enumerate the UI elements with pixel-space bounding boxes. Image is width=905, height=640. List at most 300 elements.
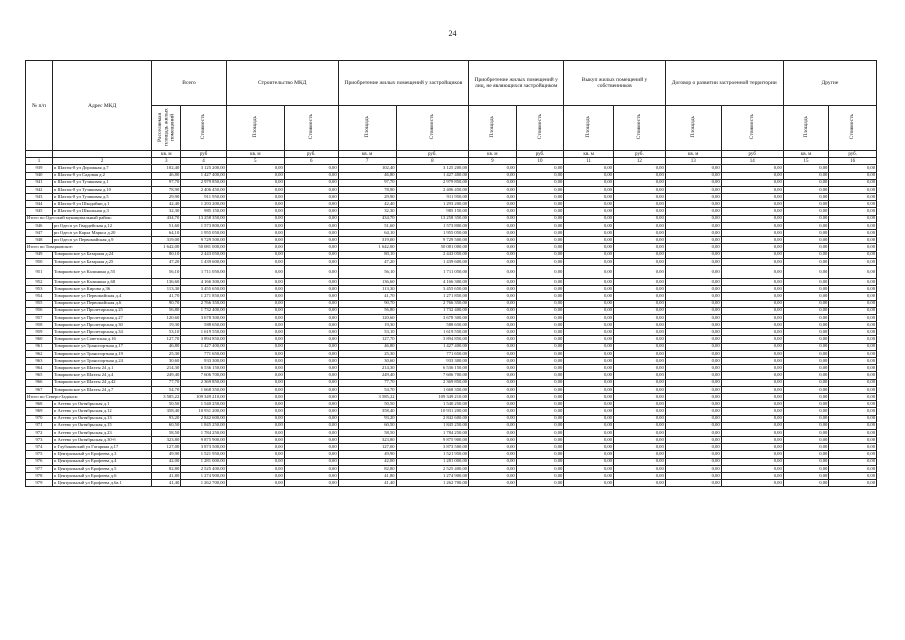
zero-cell: 0,00 <box>721 343 783 350</box>
zero-cell: 0,00 <box>613 251 665 258</box>
zero-cell: 0,00 <box>469 258 517 265</box>
unit-cell: кв. м <box>338 151 396 158</box>
zero-cell: 0,00 <box>783 230 829 237</box>
acquisition-area-cell: 41,40 <box>338 480 396 487</box>
total-cost-cell: 1 521 950,00 <box>181 451 227 458</box>
zero-cell: 0,00 <box>516 422 564 429</box>
subheader-label: Площадь <box>802 116 809 138</box>
index-cell: 13 <box>665 158 721 165</box>
zero-cell: 0,00 <box>564 251 614 258</box>
total-area-cell: 136,60 <box>152 278 181 285</box>
acquisition-cost-cell: 4 166 300,00 <box>396 278 468 285</box>
acquisition-cost-cell: 50 081 000,00 <box>396 244 468 251</box>
column-index-row <box>26 158 877 165</box>
total-cost-cell: 1 427 400,00 <box>181 172 227 179</box>
zero-cell: 0,00 <box>721 278 783 285</box>
total-area-cell: 30,60 <box>152 358 181 365</box>
zero-cell: 0,00 <box>829 251 877 258</box>
table-row <box>26 186 877 193</box>
zero-cell: 0,00 <box>226 244 284 251</box>
zero-cell: 0,00 <box>469 329 517 336</box>
acquisition-cost-cell: 10 931 200,00 <box>396 408 468 415</box>
acquisition-area-cell: 64,10 <box>338 230 396 237</box>
address-cell: п Центральный ул Ерофеева д.6а.1 <box>52 480 151 487</box>
zero-cell: 0,00 <box>613 215 665 222</box>
zero-cell: 0,00 <box>721 473 783 480</box>
row-number: 944 <box>26 201 53 208</box>
zero-cell: 0,00 <box>829 307 877 314</box>
total-area-cell: 42,00 <box>152 458 181 465</box>
zero-cell: 0,00 <box>783 365 829 372</box>
zero-cell: 0,00 <box>665 422 721 429</box>
zero-cell: 0,00 <box>284 473 338 480</box>
zero-cell: 0,00 <box>469 230 517 237</box>
zero-cell: 0,00 <box>564 465 614 472</box>
row-number: 951 <box>26 265 53 278</box>
acquisition-area-cell: 42,00 <box>338 458 396 465</box>
subtotal-row <box>26 215 877 222</box>
zero-cell: 0,00 <box>226 230 284 237</box>
zero-cell: 0,00 <box>284 437 338 444</box>
zero-cell: 0,00 <box>564 307 614 314</box>
table-row <box>26 172 877 179</box>
zero-cell: 0,00 <box>613 393 665 400</box>
row-number: 956 <box>26 307 53 314</box>
address-cell: п Шахты-8 ул Тузиковая д.1 <box>52 179 151 186</box>
zero-cell: 0,00 <box>469 415 517 422</box>
acquisition-cost-cell: 933 300,00 <box>396 358 468 365</box>
subheader-resettled-area <box>152 106 181 151</box>
zero-cell: 0,00 <box>516 473 564 480</box>
acquisition-area-cell: 19,30 <box>338 322 396 329</box>
acquisition-area-cell: 42,40 <box>338 201 396 208</box>
address-cell: п Центральный ул Ерофеева д.4 <box>52 458 151 465</box>
zero-cell: 0,00 <box>226 286 284 293</box>
zero-cell: 0,00 <box>613 179 665 186</box>
address-cell: п Шахты-8 ул Тузиковая д.10 <box>52 186 151 193</box>
zero-cell: 0,00 <box>829 208 877 215</box>
row-number: 950 <box>26 258 53 265</box>
zero-cell: 0,00 <box>783 473 829 480</box>
subheader-label: Площадь <box>690 116 697 138</box>
row-number: 975 <box>26 451 53 458</box>
zero-cell: 0,00 <box>564 201 614 208</box>
zero-cell: 0,00 <box>284 329 338 336</box>
index-cell: 7 <box>338 158 396 165</box>
zero-cell: 0,00 <box>516 222 564 229</box>
acquisition-cost-cell: 1 955 050,00 <box>396 230 468 237</box>
zero-cell: 0,00 <box>613 230 665 237</box>
zero-cell: 0,00 <box>284 358 338 365</box>
index-cell: 6 <box>284 158 338 165</box>
header-num: № п/п <box>26 61 53 151</box>
table-row <box>26 329 877 336</box>
zero-cell: 0,00 <box>783 408 829 415</box>
zero-cell: 0,00 <box>665 278 721 285</box>
total-area-cell: 25,30 <box>152 350 181 357</box>
row-number: 966 <box>26 379 53 386</box>
total-area-cell: 120,60 <box>152 314 181 321</box>
total-cost-cell: 1 293 200,00 <box>181 201 227 208</box>
zero-cell: 0,00 <box>613 307 665 314</box>
row-number: 953 <box>26 286 53 293</box>
zero-cell: 0,00 <box>516 437 564 444</box>
zero-cell: 0,00 <box>665 230 721 237</box>
index-cell: 4 <box>181 158 227 165</box>
zero-cell: 0,00 <box>829 408 877 415</box>
zero-cell: 0,00 <box>564 194 614 201</box>
zero-cell: 0,00 <box>284 422 338 429</box>
row-number: 968 <box>26 401 53 408</box>
total-cost-cell: 985 150,00 <box>181 208 227 215</box>
zero-cell: 0,00 <box>516 415 564 422</box>
zero-cell: 0,00 <box>226 186 284 193</box>
zero-cell: 0,00 <box>284 244 338 251</box>
zero-cell: 0,00 <box>613 300 665 307</box>
unit-cell: руб <box>721 151 783 158</box>
zero-cell: 0,00 <box>783 172 829 179</box>
zero-cell: 0,00 <box>829 230 877 237</box>
zero-cell: 0,00 <box>564 258 614 265</box>
zero-cell: 0,00 <box>665 293 721 300</box>
zero-cell: 0,00 <box>469 379 517 386</box>
zero-cell: 0,00 <box>613 329 665 336</box>
table-row <box>26 451 877 458</box>
acquisition-cost-cell: 985 150,00 <box>396 208 468 215</box>
zero-cell: 0,00 <box>564 401 614 408</box>
acquisition-area-cell: 319,00 <box>338 237 396 244</box>
zero-cell: 0,00 <box>564 208 614 215</box>
total-cost-cell: 1 668 350,00 <box>181 386 227 393</box>
acquisition-cost-cell: 1 271 850,00 <box>396 293 468 300</box>
acquisition-cost-cell: 1 427 400,00 <box>396 172 468 179</box>
zero-cell: 0,00 <box>226 251 284 258</box>
header-acquisition-non-developers: Приобретение жилых помещений у лиц, не являющихся застройщиком <box>469 61 564 106</box>
zero-cell: 0,00 <box>564 336 614 343</box>
unit-cell: руб <box>181 151 227 158</box>
zero-cell: 0,00 <box>829 237 877 244</box>
row-number: 948 <box>26 237 53 244</box>
index-cell: 8 <box>396 158 468 165</box>
zero-cell: 0,00 <box>829 165 877 172</box>
zero-cell: 0,00 <box>721 365 783 372</box>
zero-cell: 0,00 <box>469 186 517 193</box>
zero-cell: 0,00 <box>469 437 517 444</box>
total-cost-cell: 4 166 300,00 <box>181 278 227 285</box>
zero-cell: 0,00 <box>613 265 665 278</box>
acquisition-area-cell: 120,60 <box>338 314 396 321</box>
table-row <box>26 372 877 379</box>
zero-cell: 0,00 <box>829 186 877 193</box>
zero-cell: 0,00 <box>226 322 284 329</box>
zero-cell: 0,00 <box>564 429 614 436</box>
table-row <box>26 222 877 229</box>
zero-cell: 0,00 <box>284 401 338 408</box>
zero-cell: 0,00 <box>665 172 721 179</box>
zero-cell: 0,00 <box>721 258 783 265</box>
zero-cell: 0,00 <box>516 215 564 222</box>
index-cell: 14 <box>721 158 783 165</box>
zero-cell: 0,00 <box>284 379 338 386</box>
zero-cell: 0,00 <box>284 307 338 314</box>
zero-cell: 0,00 <box>783 465 829 472</box>
zero-cell: 0,00 <box>665 429 721 436</box>
acquisition-cost-cell: 13 258 350,00 <box>396 215 468 222</box>
zero-cell: 0,00 <box>613 293 665 300</box>
zero-cell: 0,00 <box>783 215 829 222</box>
zero-cell: 0,00 <box>226 393 284 400</box>
zero-cell: 0,00 <box>226 336 284 343</box>
total-cost-cell: 10 931 200,00 <box>181 408 227 415</box>
zero-cell: 0,00 <box>469 386 517 393</box>
acquisition-area-cell: 127,70 <box>338 336 396 343</box>
zero-cell: 0,00 <box>284 237 338 244</box>
zero-cell: 0,00 <box>284 408 338 415</box>
table-row <box>26 336 877 343</box>
zero-cell: 0,00 <box>284 415 338 422</box>
zero-cell: 0,00 <box>829 358 877 365</box>
total-area-cell: 214,30 <box>152 365 181 372</box>
zero-cell: 0,00 <box>226 165 284 172</box>
total-area-cell: 42,40 <box>152 201 181 208</box>
total-area-cell: 323,80 <box>152 437 181 444</box>
table-row <box>26 307 877 314</box>
zero-cell: 0,00 <box>284 215 338 222</box>
zero-cell: 0,00 <box>516 444 564 451</box>
resettlement-table <box>25 60 877 487</box>
unit-cell: кв. м <box>152 151 181 158</box>
zero-cell: 0,00 <box>516 372 564 379</box>
zero-cell: 0,00 <box>516 172 564 179</box>
zero-cell: 0,00 <box>721 307 783 314</box>
zero-cell: 0,00 <box>721 201 783 208</box>
total-area-cell: 64,10 <box>152 230 181 237</box>
zero-cell: 0,00 <box>284 293 338 300</box>
zero-cell: 0,00 <box>226 258 284 265</box>
zero-cell: 0,00 <box>783 429 829 436</box>
address-cell: Товарковское ул Шахты 24 д.4 <box>52 372 151 379</box>
acquisition-area-cell: 1 642,00 <box>338 244 396 251</box>
zero-cell: 0,00 <box>516 208 564 215</box>
unit-cell <box>52 151 151 158</box>
zero-cell: 0,00 <box>516 322 564 329</box>
zero-cell: 0,00 <box>613 365 665 372</box>
zero-cell: 0,00 <box>613 186 665 193</box>
table-row <box>26 386 877 393</box>
total-cost-cell: 1 262 700,00 <box>181 480 227 487</box>
total-cost-cell: 1 784 250,00 <box>181 429 227 436</box>
zero-cell: 0,00 <box>829 172 877 179</box>
zero-cell: 0,00 <box>469 286 517 293</box>
zero-cell: 0,00 <box>469 278 517 285</box>
zero-cell: 0,00 <box>226 222 284 229</box>
zero-cell: 0,00 <box>665 451 721 458</box>
zero-cell: 0,00 <box>469 172 517 179</box>
acquisition-area-cell: 51,60 <box>338 222 396 229</box>
row-number: 979 <box>26 480 53 487</box>
zero-cell: 0,00 <box>469 350 517 357</box>
row-number: 973 <box>26 437 53 444</box>
subtotal-label: Итого по Товарковское: <box>26 244 152 251</box>
zero-cell: 0,00 <box>469 401 517 408</box>
row-number: 962 <box>26 350 53 357</box>
zero-cell: 0,00 <box>469 451 517 458</box>
zero-cell: 0,00 <box>226 379 284 386</box>
acquisition-cost-cell: 1 274 900,00 <box>396 473 468 480</box>
table-row <box>26 379 877 386</box>
total-area-cell: 358,40 <box>152 408 181 415</box>
row-number: 974 <box>26 444 53 451</box>
zero-cell: 0,00 <box>564 165 614 172</box>
unit-cell <box>26 151 53 158</box>
row-number: 970 <box>26 415 53 422</box>
unit-cell: кв. м <box>665 151 721 158</box>
address-cell: Товарковское ул Шахты 24 д.1 <box>52 365 151 372</box>
zero-cell: 0,00 <box>665 215 721 222</box>
row-number: 972 <box>26 429 53 436</box>
zero-cell: 0,00 <box>469 408 517 415</box>
acquisition-area-cell: 49,90 <box>338 451 396 458</box>
zero-cell: 0,00 <box>783 379 829 386</box>
address-cell: Товарковское ул Пролетарская д.34 <box>52 329 151 336</box>
total-area-cell: 249,40 <box>152 372 181 379</box>
acquisition-area-cell: 30,60 <box>338 358 396 365</box>
zero-cell: 0,00 <box>284 258 338 265</box>
zero-cell: 0,00 <box>516 314 564 321</box>
total-cost-cell: 771 650,00 <box>181 350 227 357</box>
acquisition-area-cell: 102,40 <box>338 165 396 172</box>
zero-cell: 0,00 <box>613 237 665 244</box>
row-number: 945 <box>26 208 53 215</box>
total-cost-cell: 3 678 300,00 <box>181 314 227 321</box>
subheader-cost <box>181 106 227 151</box>
total-cost-cell: 3 894 850,00 <box>181 336 227 343</box>
unit-cell: кв. м <box>469 151 517 158</box>
zero-cell: 0,00 <box>564 278 614 285</box>
total-area-cell: 1 642,00 <box>152 244 181 251</box>
zero-cell: 0,00 <box>665 393 721 400</box>
zero-cell: 0,00 <box>516 244 564 251</box>
index-cell: 10 <box>516 158 564 165</box>
index-cell: 9 <box>469 158 517 165</box>
zero-cell: 0,00 <box>783 401 829 408</box>
zero-cell: 0,00 <box>665 179 721 186</box>
table-row <box>26 322 877 329</box>
zero-cell: 0,00 <box>665 201 721 208</box>
zero-cell: 0,00 <box>226 201 284 208</box>
zero-cell: 0,00 <box>284 444 338 451</box>
total-cost-cell: 933 300,00 <box>181 358 227 365</box>
zero-cell: 0,00 <box>516 300 564 307</box>
zero-cell: 0,00 <box>783 165 829 172</box>
address-cell: Товарковское ул Калинина д.68 <box>52 278 151 285</box>
zero-cell: 0,00 <box>469 314 517 321</box>
zero-cell: 0,00 <box>613 437 665 444</box>
acquisition-area-cell: 97,70 <box>338 179 396 186</box>
row-number: 949 <box>26 251 53 258</box>
total-cost-cell: 6 536 150,00 <box>181 365 227 372</box>
unit-cell: кв. м <box>783 151 829 158</box>
zero-cell: 0,00 <box>516 393 564 400</box>
acquisition-area-cell: 3 585,22 <box>338 393 396 400</box>
acquisition-area-cell: 136,60 <box>338 278 396 285</box>
zero-cell: 0,00 <box>721 172 783 179</box>
zero-cell: 0,00 <box>516 286 564 293</box>
total-cost-cell: 9 875 900,00 <box>181 437 227 444</box>
acquisition-area-cell: 47,20 <box>338 258 396 265</box>
acquisition-cost-cell: 2 766 350,00 <box>396 300 468 307</box>
subheader-cost <box>721 106 783 151</box>
table-row <box>26 230 877 237</box>
zero-cell: 0,00 <box>564 237 614 244</box>
zero-cell: 0,00 <box>783 293 829 300</box>
acquisition-cost-cell: 1 784 250,00 <box>396 429 468 436</box>
zero-cell: 0,00 <box>469 458 517 465</box>
zero-cell: 0,00 <box>721 437 783 444</box>
zero-cell: 0,00 <box>665 208 721 215</box>
zero-cell: 0,00 <box>613 194 665 201</box>
total-area-cell: 46,80 <box>152 343 181 350</box>
address-cell: Товарковское ул Транспортная д.19 <box>52 350 151 357</box>
zero-cell: 0,00 <box>469 194 517 201</box>
zero-cell: 0,00 <box>226 473 284 480</box>
zero-cell: 0,00 <box>564 480 614 487</box>
acquisition-area-cell: 46,80 <box>338 172 396 179</box>
zero-cell: 0,00 <box>829 300 877 307</box>
zero-cell: 0,00 <box>564 286 614 293</box>
zero-cell: 0,00 <box>783 300 829 307</box>
zero-cell: 0,00 <box>829 372 877 379</box>
acquisition-cost-cell: 1 439 600,00 <box>396 258 468 265</box>
table-row <box>26 401 877 408</box>
zero-cell: 0,00 <box>226 194 284 201</box>
total-cost-cell: 2 443 050,00 <box>181 251 227 258</box>
zero-cell: 0,00 <box>829 286 877 293</box>
acquisition-cost-cell: 3 873 500,00 <box>396 444 468 451</box>
zero-cell: 0,00 <box>665 473 721 480</box>
zero-cell: 0,00 <box>665 237 721 244</box>
zero-cell: 0,00 <box>829 350 877 357</box>
zero-cell: 0,00 <box>783 451 829 458</box>
zero-cell: 0,00 <box>284 465 338 472</box>
zero-cell: 0,00 <box>721 186 783 193</box>
subheader-cost <box>396 106 468 151</box>
acquisition-area-cell: 56,80 <box>338 307 396 314</box>
row-number: 964 <box>26 365 53 372</box>
zero-cell: 0,00 <box>226 444 284 451</box>
zero-cell: 0,00 <box>564 350 614 357</box>
zero-cell: 0,00 <box>783 201 829 208</box>
units-row <box>26 151 877 158</box>
zero-cell: 0,00 <box>469 222 517 229</box>
table-body <box>26 151 877 487</box>
zero-cell: 0,00 <box>226 372 284 379</box>
zero-cell: 0,00 <box>613 444 665 451</box>
zero-cell: 0,00 <box>469 429 517 436</box>
zero-cell: 0,00 <box>516 401 564 408</box>
acquisition-area-cell: 50,50 <box>338 401 396 408</box>
address-cell: Товарковское ул Базарная д.24 <box>52 251 151 258</box>
total-cost-cell: 1 619 550,00 <box>181 329 227 336</box>
zero-cell: 0,00 <box>284 222 338 229</box>
table-row <box>26 422 877 429</box>
zero-cell: 0,00 <box>226 386 284 393</box>
zero-cell: 0,00 <box>469 179 517 186</box>
zero-cell: 0,00 <box>469 444 517 451</box>
table-row <box>26 265 877 278</box>
address-cell: Товарковское ул Транспортная д.17 <box>52 343 151 350</box>
total-cost-cell: 7 606 700,00 <box>181 372 227 379</box>
